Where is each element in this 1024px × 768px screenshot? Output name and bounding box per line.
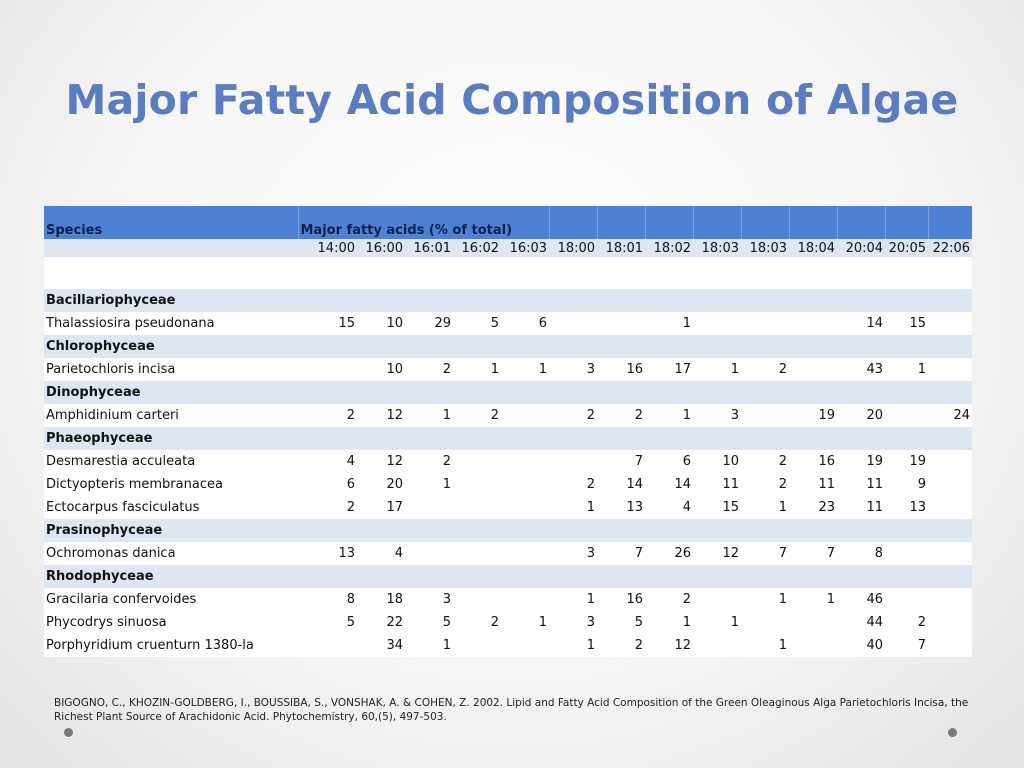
value-cell <box>789 634 837 657</box>
value-cell: 34 <box>357 634 405 657</box>
value-cell <box>789 358 837 381</box>
fatty-acid-code: 16:00 <box>357 239 405 257</box>
value-cell: 6 <box>645 450 693 473</box>
value-cell <box>501 473 549 496</box>
value-cell <box>693 312 741 335</box>
value-cell: 1 <box>453 358 501 381</box>
value-cell <box>928 542 972 565</box>
value-cell: 5 <box>405 611 453 634</box>
value-cell <box>928 496 972 519</box>
table-row <box>44 404 972 427</box>
value-cell: 10 <box>357 312 405 335</box>
value-cell: 2 <box>549 404 597 427</box>
group-row <box>44 381 972 404</box>
value-cell: 4 <box>298 450 357 473</box>
group-name: Chlorophyceae <box>44 335 298 358</box>
value-cell <box>298 634 357 657</box>
value-cell <box>453 588 501 611</box>
value-cell: 7 <box>741 542 789 565</box>
value-cell <box>597 312 645 335</box>
species-name: Amphidinium carteri <box>44 404 298 427</box>
fatty-acid-code: 18:03 <box>693 239 741 257</box>
value-cell: 16 <box>597 358 645 381</box>
value-cell: 1 <box>405 473 453 496</box>
value-cell: 12 <box>645 634 693 657</box>
value-cell: 20 <box>837 404 885 427</box>
value-cell: 1 <box>741 496 789 519</box>
value-cell <box>928 450 972 473</box>
value-cell: 8 <box>298 588 357 611</box>
value-cell <box>741 312 789 335</box>
value-cell: 22 <box>357 611 405 634</box>
value-cell: 10 <box>357 358 405 381</box>
fatty-acid-code: 16:01 <box>405 239 453 257</box>
value-cell: 9 <box>885 473 928 496</box>
value-cell: 1 <box>693 611 741 634</box>
fatty-acid-code: 18:04 <box>789 239 837 257</box>
table-row <box>44 312 972 335</box>
species-name: Thalassiosira pseudonana <box>44 312 298 335</box>
value-cell: 13 <box>298 542 357 565</box>
citation: BIGOGNO, C., KHOZIN-GOLDBERG, I., BOUSSIBA, S., VONSHAK, A. & COHEN, Z. 2002. Lipid and Fatty Acid Composition of the Green Oleaginous Alga Parietochloris Incisa, the Richest Plant Source of Arachidonic Acid. Phytochemistry, 60,(5), 497-503. <box>54 697 969 723</box>
fatty-acid-code: 18:01 <box>597 239 645 257</box>
fatty-acid-code: 22:06 <box>928 239 972 257</box>
value-cell <box>501 496 549 519</box>
group-row <box>44 519 972 542</box>
value-cell: 19 <box>885 450 928 473</box>
value-cell: 2 <box>298 496 357 519</box>
table-row <box>44 611 972 634</box>
value-cell: 1 <box>549 588 597 611</box>
fatty-acid-code: 16:03 <box>501 239 549 257</box>
group-name: Prasinophyceae <box>44 519 298 542</box>
value-cell <box>501 588 549 611</box>
value-cell: 7 <box>885 634 928 657</box>
value-cell <box>405 542 453 565</box>
fatty-acid-codes-row <box>44 239 972 257</box>
value-cell <box>501 404 549 427</box>
nav-dot-right <box>948 728 957 737</box>
value-cell: 11 <box>789 473 837 496</box>
nav-dot-left <box>64 728 73 737</box>
value-cell: 2 <box>741 473 789 496</box>
value-cell: 2 <box>597 634 645 657</box>
value-cell <box>693 634 741 657</box>
fatty-acid-code: 18:02 <box>645 239 693 257</box>
value-cell <box>741 404 789 427</box>
value-cell <box>928 358 972 381</box>
value-cell <box>453 542 501 565</box>
species-name: Desmarestia acculeata <box>44 450 298 473</box>
value-cell: 2 <box>741 358 789 381</box>
value-cell <box>885 588 928 611</box>
value-cell <box>928 611 972 634</box>
value-cell: 43 <box>837 358 885 381</box>
value-cell: 10 <box>693 450 741 473</box>
value-cell: 23 <box>789 496 837 519</box>
value-cell: 16 <box>789 450 837 473</box>
value-cell <box>741 611 789 634</box>
value-cell <box>928 312 972 335</box>
value-cell: 8 <box>837 542 885 565</box>
value-cell: 1 <box>741 588 789 611</box>
slide-title: Major Fatty Acid Composition of Algae <box>65 76 959 124</box>
value-cell <box>453 634 501 657</box>
value-cell: 1 <box>645 611 693 634</box>
group-name: Rhodophyceae <box>44 565 298 588</box>
value-cell: 17 <box>357 496 405 519</box>
value-cell: 5 <box>453 312 501 335</box>
value-cell: 7 <box>597 450 645 473</box>
value-cell <box>549 312 597 335</box>
value-cell: 3 <box>405 588 453 611</box>
value-cell <box>789 312 837 335</box>
table-row <box>44 634 972 657</box>
group-row <box>44 289 972 312</box>
species-name: Parietochloris incisa <box>44 358 298 381</box>
value-cell: 5 <box>597 611 645 634</box>
header-row <box>44 206 972 239</box>
value-cell: 11 <box>693 473 741 496</box>
value-cell <box>928 473 972 496</box>
species-header: Species <box>44 206 298 239</box>
value-cell: 14 <box>837 312 885 335</box>
value-cell: 13 <box>597 496 645 519</box>
value-cell <box>928 588 972 611</box>
fatty-acid-code: 18:00 <box>549 239 597 257</box>
value-cell <box>501 634 549 657</box>
value-cell: 4 <box>357 542 405 565</box>
value-cell <box>405 496 453 519</box>
value-cell: 2 <box>453 611 501 634</box>
table-row <box>44 358 972 381</box>
group-row <box>44 565 972 588</box>
table-row <box>44 473 972 496</box>
table-row <box>44 496 972 519</box>
value-cell: 46 <box>837 588 885 611</box>
value-cell <box>885 542 928 565</box>
value-cell: 1 <box>741 634 789 657</box>
value-cell: 19 <box>837 450 885 473</box>
value-cell: 2 <box>597 404 645 427</box>
value-cell: 1 <box>549 496 597 519</box>
value-cell: 17 <box>645 358 693 381</box>
value-cell: 12 <box>693 542 741 565</box>
species-name: Phycodrys sinuosa <box>44 611 298 634</box>
fatty-acid-code: 14:00 <box>298 239 357 257</box>
value-cell: 13 <box>885 496 928 519</box>
species-name: Dictyopteris membranacea <box>44 473 298 496</box>
value-cell: 3 <box>549 611 597 634</box>
value-cell <box>789 611 837 634</box>
value-cell: 19 <box>789 404 837 427</box>
value-cell: 12 <box>357 450 405 473</box>
table-row <box>44 588 972 611</box>
value-cell: 14 <box>645 473 693 496</box>
value-cell: 3 <box>693 404 741 427</box>
value-cell: 20 <box>357 473 405 496</box>
value-cell: 4 <box>645 496 693 519</box>
value-cell: 5 <box>298 611 357 634</box>
value-cell: 3 <box>549 542 597 565</box>
group-name: Bacillariophyceae <box>44 289 298 312</box>
value-cell: 2 <box>298 404 357 427</box>
value-cell: 2 <box>405 450 453 473</box>
value-cell <box>501 542 549 565</box>
value-cell: 1 <box>645 404 693 427</box>
species-name: Porphyridium cruenturn 1380-la <box>44 634 298 657</box>
value-cell: 1 <box>693 358 741 381</box>
table-row <box>44 450 972 473</box>
value-cell: 6 <box>501 312 549 335</box>
value-cell: 1 <box>885 358 928 381</box>
value-cell: 1 <box>501 611 549 634</box>
value-cell: 11 <box>837 473 885 496</box>
value-cell: 1 <box>501 358 549 381</box>
group-name: Dinophyceae <box>44 381 298 404</box>
value-cell <box>298 358 357 381</box>
value-cell: 7 <box>789 542 837 565</box>
value-cell: 1 <box>405 634 453 657</box>
value-cell: 18 <box>357 588 405 611</box>
fatty-acid-code: 20:04 <box>837 239 885 257</box>
value-cell: 44 <box>837 611 885 634</box>
value-cell <box>928 634 972 657</box>
value-cell: 3 <box>549 358 597 381</box>
value-cell <box>453 496 501 519</box>
value-cell: 26 <box>645 542 693 565</box>
value-cell: 15 <box>298 312 357 335</box>
group-name: Phaeophyceae <box>44 427 298 450</box>
value-cell <box>693 588 741 611</box>
value-cell: 2 <box>645 588 693 611</box>
value-cell <box>453 473 501 496</box>
value-cell: 2 <box>453 404 501 427</box>
value-cell: 24 <box>928 404 972 427</box>
value-cell: 14 <box>597 473 645 496</box>
value-cell: 40 <box>837 634 885 657</box>
group-row <box>44 427 972 450</box>
value-cell: 6 <box>298 473 357 496</box>
value-cell: 7 <box>597 542 645 565</box>
fatty-acid-code: 16:02 <box>453 239 501 257</box>
value-cell: 16 <box>597 588 645 611</box>
value-cell: 29 <box>405 312 453 335</box>
value-cell: 11 <box>837 496 885 519</box>
fatty-acids-header: Major fatty acids (% of total) <box>298 206 549 239</box>
group-row <box>44 335 972 358</box>
value-cell <box>453 450 501 473</box>
value-cell: 1 <box>549 634 597 657</box>
species-name: Ochromonas danica <box>44 542 298 565</box>
value-cell <box>885 404 928 427</box>
value-cell <box>501 450 549 473</box>
value-cell: 15 <box>885 312 928 335</box>
value-cell: 1 <box>645 312 693 335</box>
fatty-acid-table <box>44 206 972 657</box>
value-cell: 1 <box>405 404 453 427</box>
value-cell: 2 <box>405 358 453 381</box>
species-name: Ectocarpus fasciculatus <box>44 496 298 519</box>
value-cell: 1 <box>789 588 837 611</box>
species-name: Gracilaria confervoides <box>44 588 298 611</box>
value-cell: 12 <box>357 404 405 427</box>
value-cell: 2 <box>885 611 928 634</box>
spacer-row <box>44 257 972 289</box>
fatty-acid-code: 18:03 <box>741 239 789 257</box>
value-cell <box>549 450 597 473</box>
value-cell: 2 <box>549 473 597 496</box>
table-row <box>44 542 972 565</box>
value-cell: 2 <box>741 450 789 473</box>
value-cell: 15 <box>693 496 741 519</box>
fatty-acid-code: 20:05 <box>885 239 928 257</box>
